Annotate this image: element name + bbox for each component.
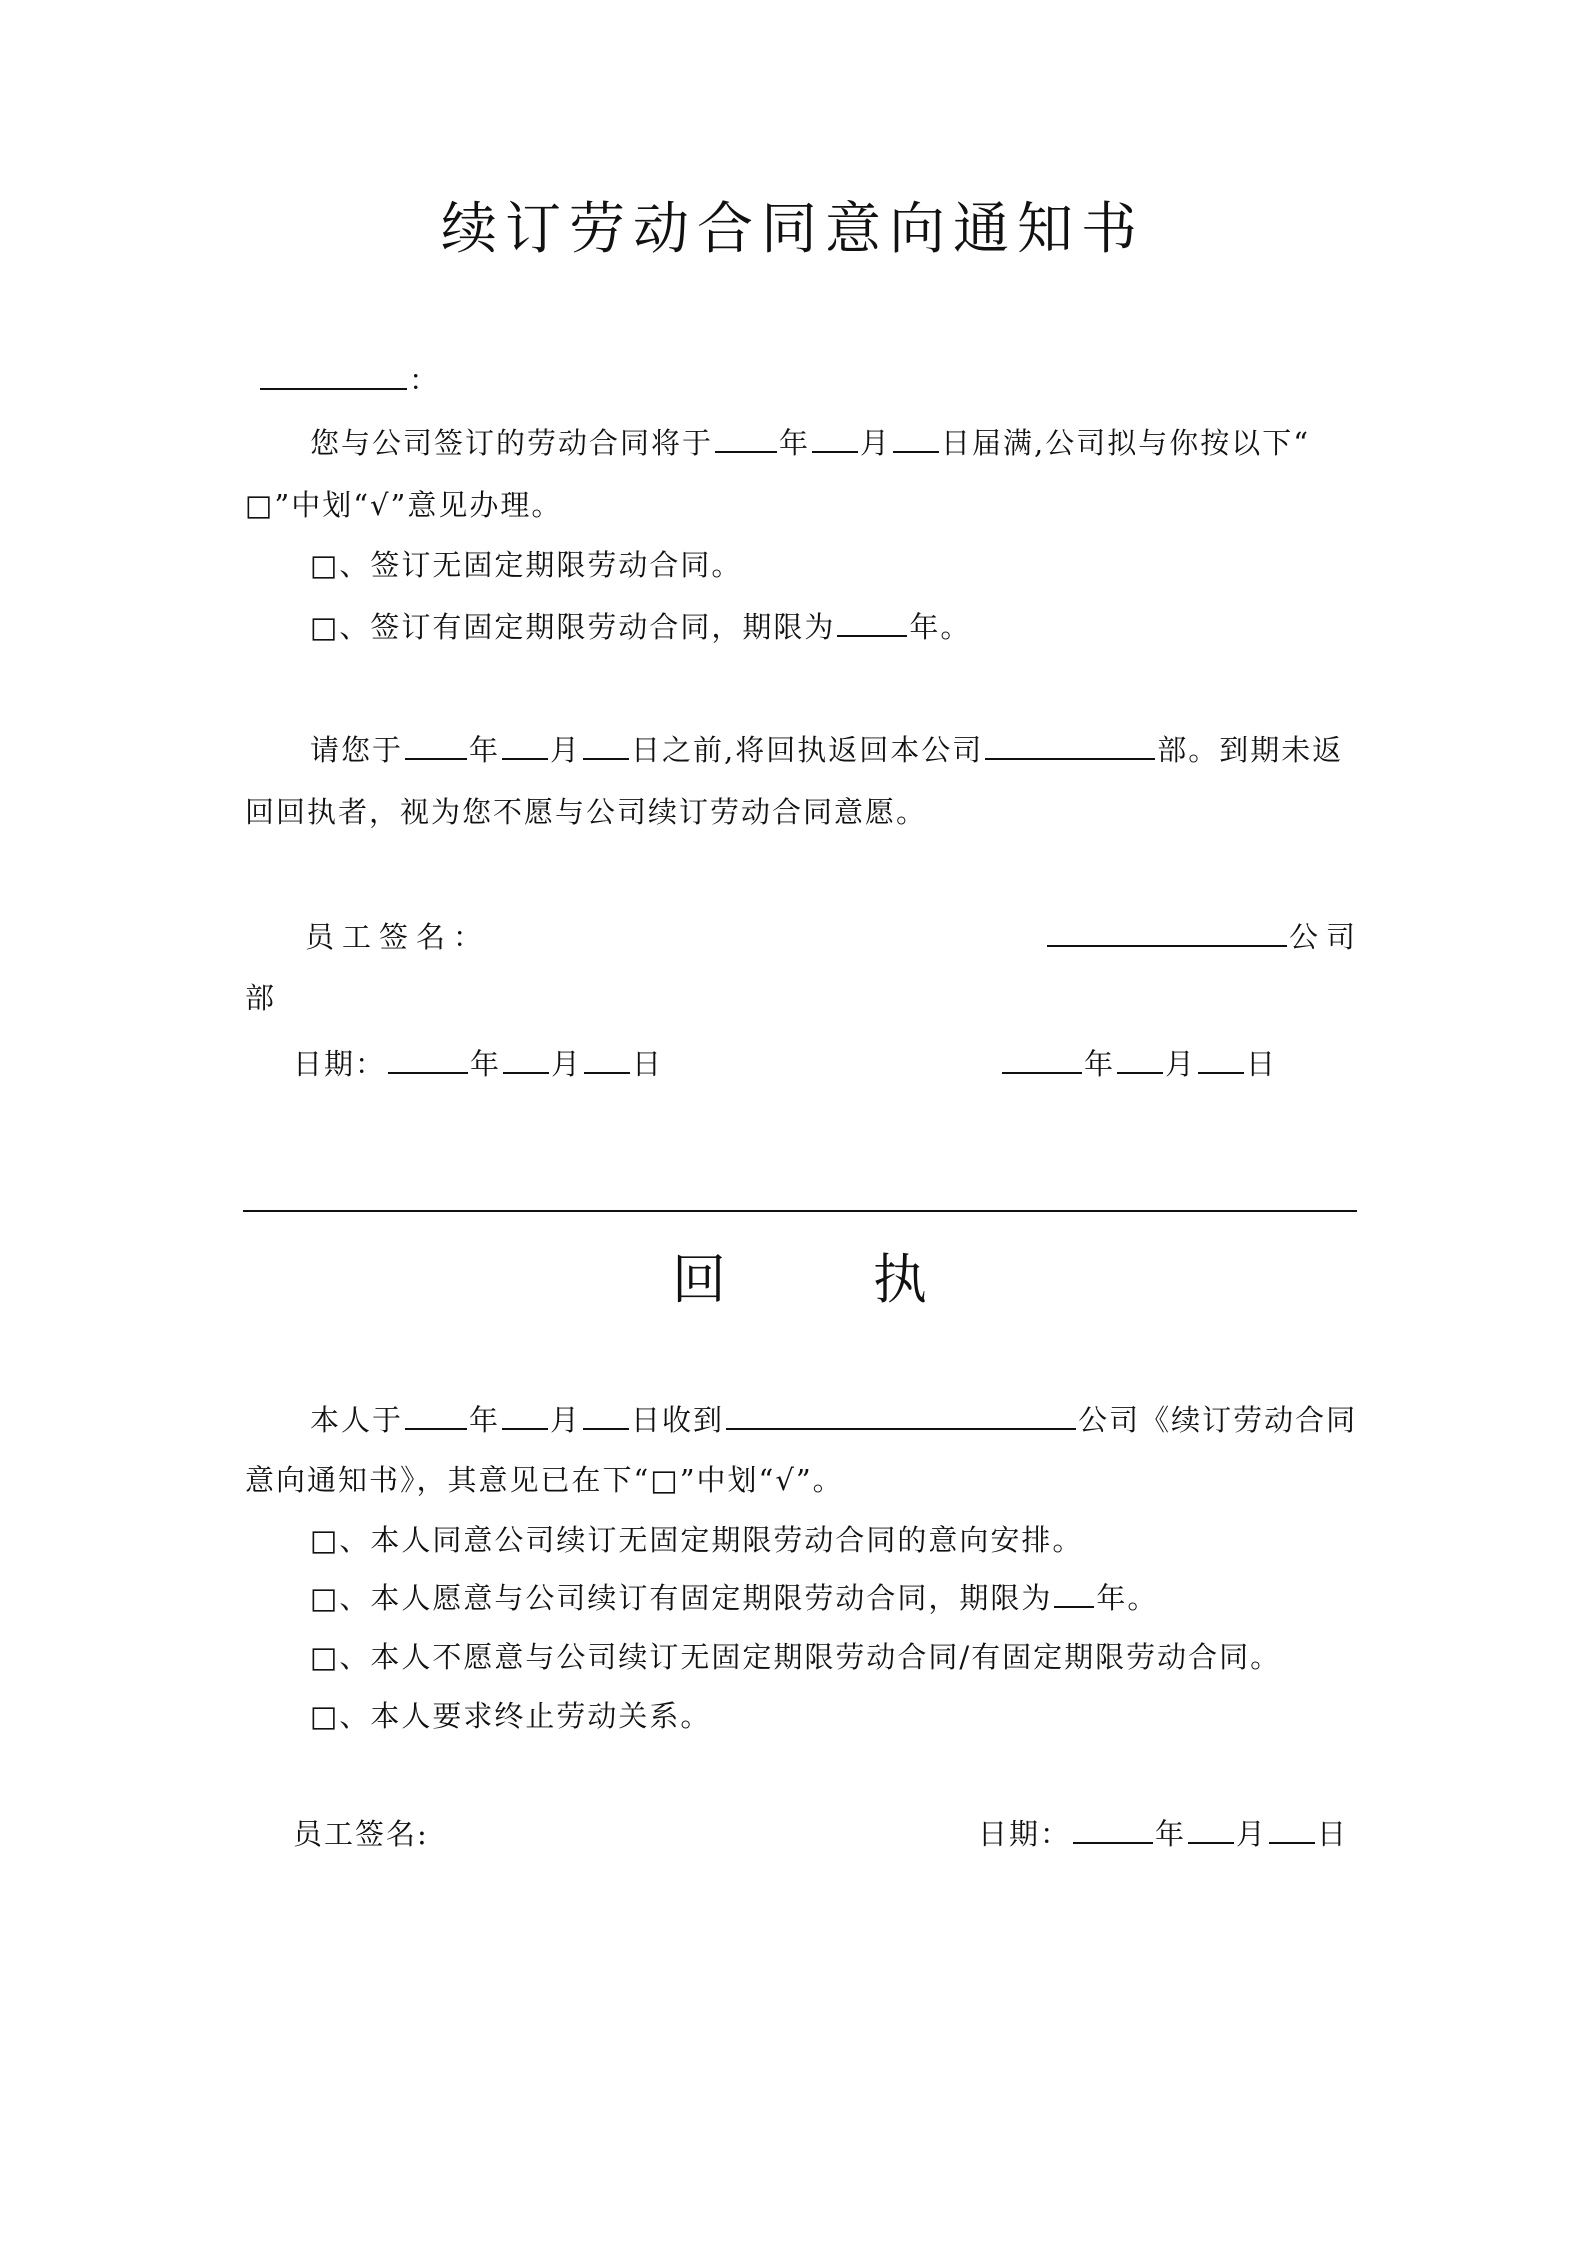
receipt-option-1-checkbox[interactable]: □、本人同意公司续订无固定期限劳动合同的意向安排。 — [310, 1523, 1084, 1557]
addressee-colon: ： — [409, 363, 441, 397]
year-blank[interactable] — [1073, 1816, 1153, 1844]
day-blank[interactable] — [1269, 1816, 1315, 1844]
notice-paragraph-1-line2: □”中划“√”意见办理。 — [245, 488, 563, 522]
notice-title: 续订劳动合同意向通知书 — [441, 197, 1145, 262]
day-blank[interactable] — [893, 425, 939, 453]
day-blank[interactable] — [583, 732, 629, 760]
receipt-option-3-checkbox[interactable]: □、本人不愿意与公司续订无固定期限劳动合同/有固定期限劳动合同。 — [310, 1640, 1282, 1674]
term-years-blank[interactable] — [837, 609, 907, 637]
year-blank[interactable] — [1002, 1046, 1082, 1074]
day-blank[interactable] — [1198, 1046, 1244, 1074]
receipt-paragraph-line2: 意向通知书》，其意见已在下“□”中划“√”。 — [245, 1463, 844, 1497]
month-blank[interactable] — [1117, 1046, 1163, 1074]
option-indefinite-checkbox[interactable]: □、签订无固定期限劳动合同。 — [310, 548, 743, 582]
notice-paragraph-2-line2: 回回执者，视为您不愿与公司续订劳动合同意愿。 — [245, 795, 928, 829]
company-date-line: 年 月 日 — [1000, 1046, 1277, 1082]
year-blank[interactable] — [715, 425, 777, 453]
month-blank[interactable] — [503, 1046, 549, 1074]
addressee-line — [258, 362, 440, 398]
month-blank[interactable] — [502, 732, 548, 760]
department-blank[interactable] — [985, 732, 1155, 760]
year-blank[interactable] — [388, 1046, 468, 1074]
month-blank[interactable] — [502, 1402, 548, 1430]
section-divider — [243, 1210, 1357, 1212]
receipt-date-line: 日期： 年 月 日 — [978, 1817, 1349, 1851]
term-years-blank[interactable] — [1054, 1580, 1094, 1608]
receipt-paragraph-line1: 本人于 年 月 日收到 公司《续订劳动合同 — [310, 1403, 1358, 1437]
day-blank[interactable] — [584, 1046, 630, 1074]
receipt-title-1: 回 — [672, 1248, 726, 1311]
employee-signature-label: 员工签名： — [305, 920, 491, 954]
receipt-signature-label: 员工签名: — [293, 1817, 429, 1851]
receipt-option-4-checkbox[interactable]: □、本人要求终止劳动关系。 — [310, 1699, 712, 1733]
employee-date-line: 日期： 年 月 日 — [293, 1047, 664, 1081]
year-blank[interactable] — [405, 1402, 467, 1430]
addressee-blank[interactable] — [260, 362, 407, 390]
receipt-option-2-checkbox[interactable]: □、本人愿意与公司续订有固定期限劳动合同，期限为 年。 — [310, 1581, 1159, 1615]
company-blank[interactable] — [1047, 919, 1287, 947]
year-blank[interactable] — [405, 732, 467, 760]
month-blank[interactable] — [812, 425, 858, 453]
day-blank[interactable] — [583, 1402, 629, 1430]
company-dept-line: 公司 — [1045, 919, 1363, 955]
receipt-title-2: 执 — [873, 1248, 927, 1311]
option-fixed-term-checkbox[interactable]: □、签订有固定期限劳动合同，期限为 年。 — [310, 610, 972, 644]
company-blank[interactable] — [726, 1402, 1076, 1430]
notice-paragraph-2-line1: 请您于 年 月 日之前,将回执返回本公司 部。到期未返 — [310, 733, 1344, 767]
month-blank[interactable] — [1188, 1816, 1234, 1844]
dept-label: 部 — [245, 981, 277, 1015]
notice-paragraph-1-line1: 您与公司签订的劳动合同将于 年 月 日届满,公司拟与你按以下“ — [310, 426, 1311, 460]
